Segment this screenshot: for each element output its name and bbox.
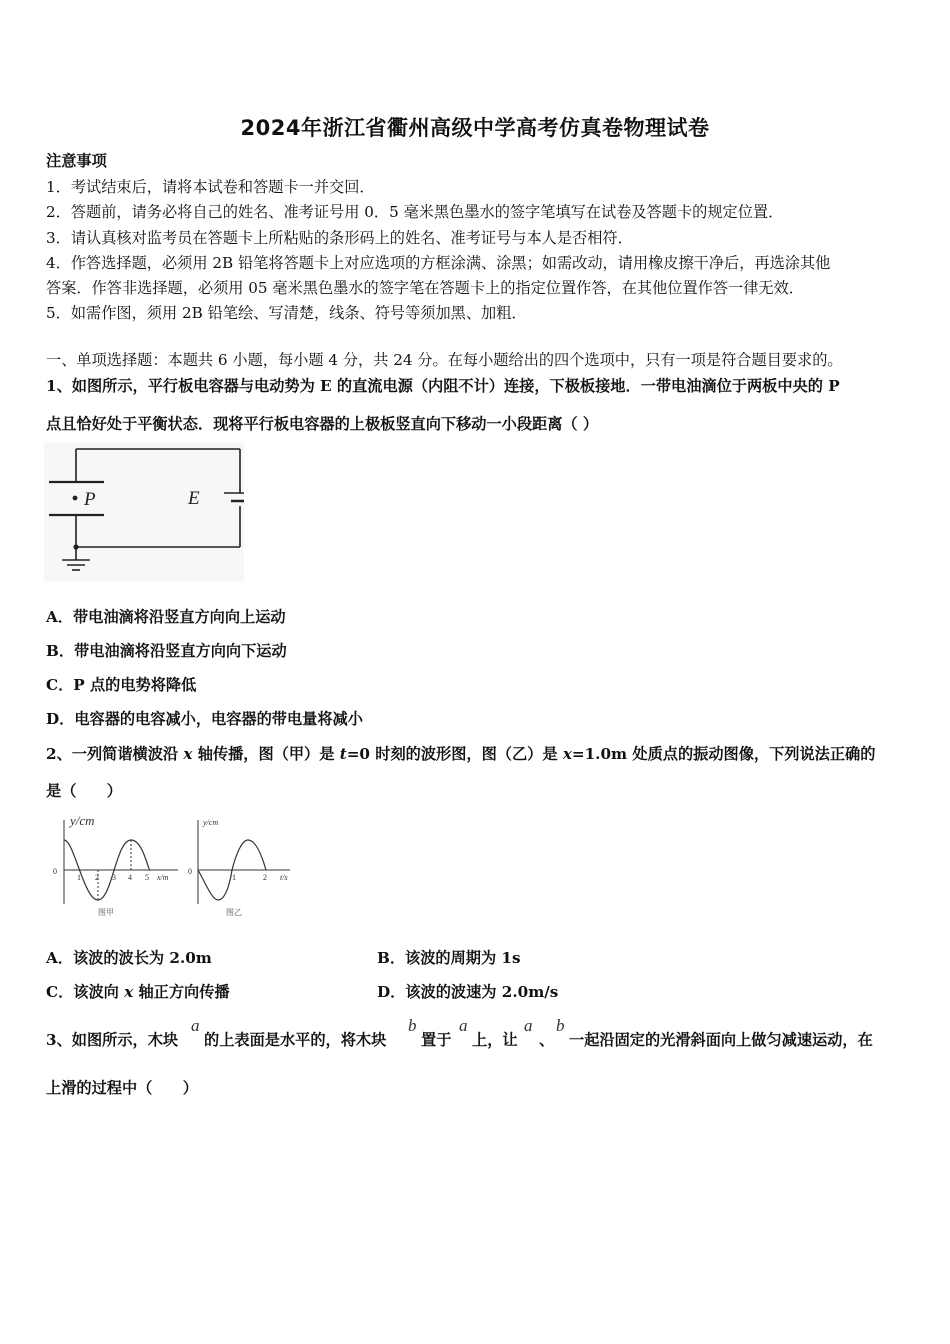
q2-seg-4: =1.0m 处质点的振动图像，下列说法正确的	[571, 745, 876, 763]
q1-text-line1: 1、如图所示，平行板电容器与电动势为 E 的直流电源（内阻不计）连接，下极板接地．一带电油滴位于两板中央的 P	[46, 377, 840, 395]
q3-var-b-2: b	[556, 1016, 565, 1035]
graph-a-xlabel: x/m	[157, 873, 169, 882]
q1-text-line2: 点且恰好处于平衡状态．现将平行板电容器的上极板竖直向下移动一小段距离（ ）	[46, 415, 599, 433]
q2-var-x2: x	[562, 745, 572, 763]
graph-a-tick-4: 4	[128, 873, 132, 882]
graph-b-origin: 0	[188, 867, 192, 876]
capacitor-circuit-figure	[44, 442, 244, 582]
wave-graph-a	[48, 814, 184, 922]
q3-var-a-1: a	[191, 1016, 200, 1035]
graph-b-tick-2: 2	[263, 873, 267, 882]
q2-option-c-seg-2: 轴正方向传播	[133, 983, 230, 1001]
q3-seg-6: 一起沿固定的光滑斜面向上做匀减速运动，在	[569, 1031, 873, 1049]
vibration-graph-b	[186, 814, 296, 922]
q3-var-a-2: a	[459, 1016, 468, 1035]
q2-text-line2: 是（ ）	[46, 782, 122, 800]
graph-b-xlabel: t/s	[280, 873, 288, 882]
graph-b-tick-1: 1	[232, 873, 236, 882]
graph-a-caption: 图甲	[98, 908, 114, 917]
label-e: E	[188, 488, 200, 509]
graph-b-ylabel: y/cm	[203, 818, 219, 827]
q2-seg-1: 2、一列简谐横波沿	[46, 745, 184, 763]
q2-option-c-seg-1: C．该波向	[46, 983, 125, 1001]
q1-option-b: B．带电油滴将沿竖直方向向下运动	[46, 642, 287, 660]
q3-var-b-1: b	[408, 1016, 417, 1035]
q3-var-a-3: a	[524, 1016, 533, 1035]
notice-item-2: 2．答题前，请务必将自己的姓名、准考证号用 0．5 毫米黑色墨水的签字笔填写在试卷及答题卡的规定位置．	[46, 203, 784, 221]
notice-item-5: 5．如需作图，须用 2B 铅笔绘、写清楚，线条、符号等须加黑、加粗．	[46, 304, 527, 322]
q3-seg-4: 上，让	[472, 1031, 518, 1049]
q2-option-a: A．该波的波长为 2.0m	[46, 949, 212, 967]
q2-option-c-var: x	[124, 983, 134, 1001]
q2-var-x: x	[183, 745, 193, 763]
label-p: P	[84, 489, 96, 510]
q2-option-c	[46, 982, 230, 1002]
graph-a-tick-2: 2	[95, 873, 99, 882]
notice-item-3: 3．请认真核对监考员在答题卡上所粘贴的条形码上的姓名、准考证号与本人是否相符．	[46, 229, 633, 247]
notice-item-1: 1．考试结束后，请将本试卷和答题卡一并交回．	[46, 178, 375, 196]
q3-seg-2: 的上表面是水平的，将木块	[204, 1031, 387, 1049]
graph-a-tick-5: 5	[145, 873, 149, 882]
notice-item-4: 4．作答选择题，必须用 2B 铅笔将答题卡上对应选项的方框涂满、涂黑；如需改动，请用橡皮擦干净后，再选涂其他	[46, 254, 831, 272]
notice-item-4-cont: 答案．作答非选择题，必须用 05 毫米黑色墨水的签字笔在答题卡上的指定位置作答，在其他位置作答一律无效．	[46, 279, 804, 297]
oil-drop-dot	[73, 496, 78, 501]
notice-heading: 注意事项	[46, 152, 107, 170]
figure-background	[44, 442, 244, 582]
graph-a-tick-1: 1	[77, 873, 81, 882]
junction-dot	[73, 544, 78, 549]
q2-option-b: B．该波的周期为 1s	[377, 949, 521, 967]
q2-option-d: D．该波的波速为 2.0m/s	[377, 983, 559, 1001]
q1-option-d: D．电容器的电容减小，电容器的带电量将减小	[46, 710, 363, 728]
q2-seg-2: 轴传播，图（甲）是	[192, 745, 340, 763]
q2-var-t: t	[339, 745, 347, 763]
q2-text-line1	[46, 744, 875, 764]
q1-option-c: C．P 点的电势将降低	[46, 676, 197, 694]
section-heading: 一、单项选择题：本题共 6 小题，每小题 4 分，共 24 分。在每小题给出的四个选项中，只有一项是符合题目要求的。	[46, 351, 843, 369]
q3-text-line2: 上滑的过程中（ ）	[46, 1079, 198, 1097]
graph-a-origin: 0	[53, 867, 57, 876]
page-title: 2024年浙江省衢州高级中学高考仿真卷物理试卷	[240, 116, 710, 140]
graph-b-caption: 图乙	[226, 908, 242, 917]
q3-seg-5: 、	[539, 1031, 555, 1049]
q3-seg-3: 置于	[421, 1031, 452, 1049]
q1-option-a: A．带电油滴将沿竖直方向向上运动	[46, 608, 286, 626]
graph-a-ylabel: y/cm	[70, 814, 95, 828]
graph-a-tick-3: 3	[112, 873, 116, 882]
q3-seg-1: 3、如图所示，木块	[46, 1031, 179, 1049]
q2-seg-3: =0 时刻的波形图，图（乙）是	[346, 745, 563, 763]
